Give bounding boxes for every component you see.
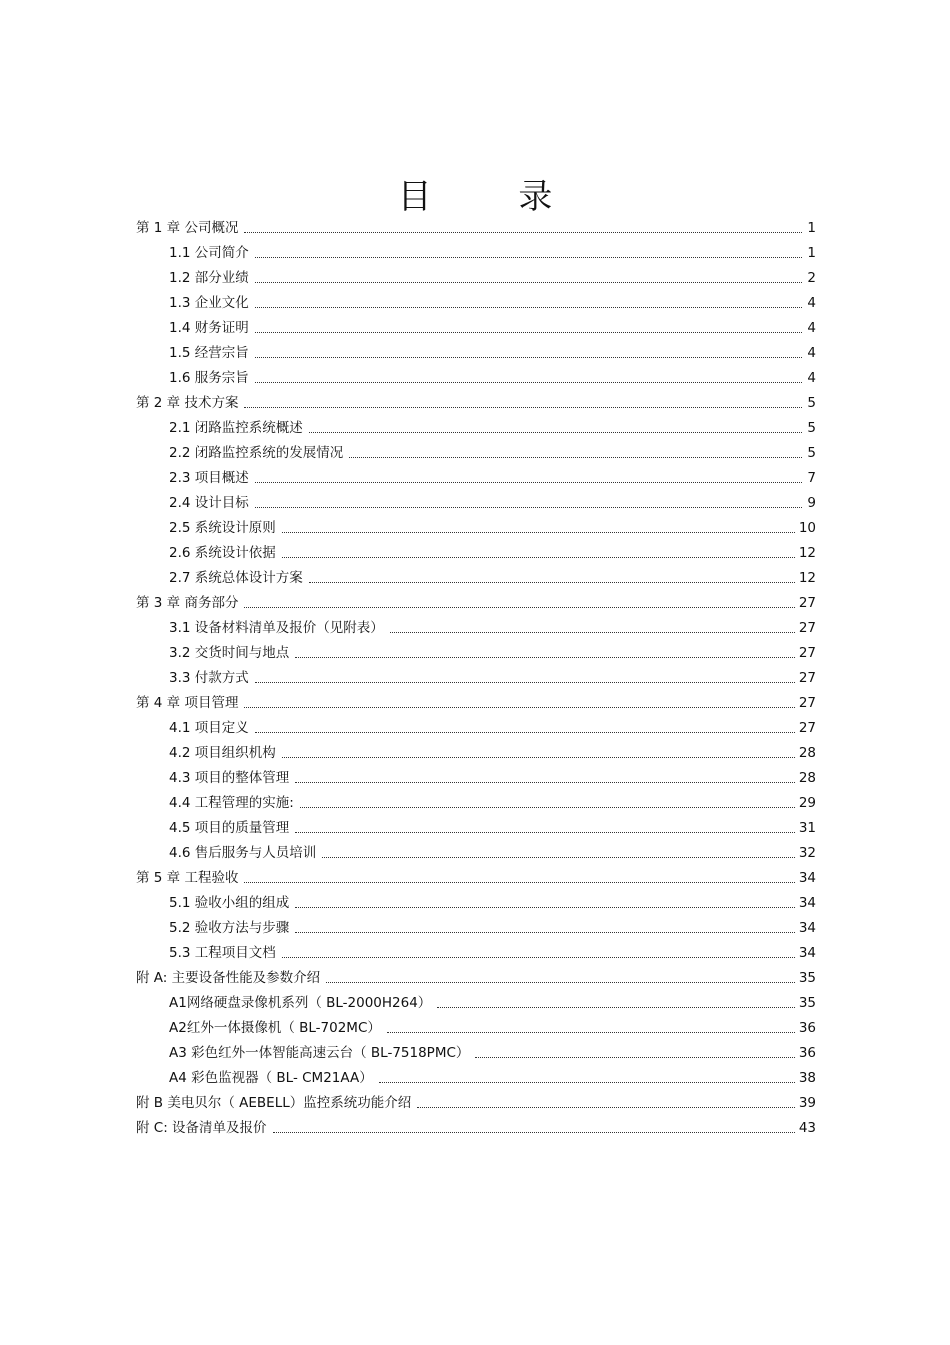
toc-entry-title: 2.1 闭路监控系统概述	[169, 420, 303, 436]
toc-entry-title: 4.5 项目的质量管理	[169, 820, 290, 836]
toc-page-number: 4	[807, 320, 816, 336]
toc-page-number: 4	[807, 295, 816, 311]
toc-page-number: 35	[798, 995, 816, 1011]
toc-page-number: 34	[798, 920, 816, 936]
toc-entry-title: 1.4 财务证明	[169, 320, 249, 336]
toc-dot-leader	[255, 282, 802, 283]
toc-page-number: 1	[807, 220, 816, 236]
toc-dot-leader	[379, 1082, 795, 1083]
toc-entry-title: 5.1 验收小组的组成	[169, 895, 290, 911]
toc-page-number: 34	[798, 895, 816, 911]
toc-section-entry[interactable]	[136, 341, 816, 366]
toc-page-number: 35	[798, 970, 816, 986]
toc-dot-leader	[295, 782, 795, 783]
toc-entry-title: 1.3 企业文化	[169, 295, 249, 311]
toc-dot-leader	[255, 357, 802, 358]
toc-section-entry[interactable]	[136, 816, 816, 841]
toc-dot-leader	[326, 982, 795, 983]
toc-dot-leader	[322, 857, 795, 858]
toc-section-entry[interactable]	[136, 666, 816, 691]
toc-page-number: 2	[807, 270, 816, 286]
toc-section-entry[interactable]	[136, 916, 816, 941]
toc-page-number: 28	[798, 770, 816, 786]
toc-page-number: 36	[798, 1020, 816, 1036]
toc-page-number: 36	[798, 1045, 816, 1061]
toc-entry-title: 附 C: 设备清单及报价	[136, 1120, 267, 1136]
toc-page-number: 29	[798, 795, 816, 811]
toc-section-entry[interactable]	[136, 891, 816, 916]
toc-page-number: 5	[807, 395, 816, 411]
toc-section-entry[interactable]	[136, 466, 816, 491]
toc-section-entry[interactable]	[136, 1016, 816, 1041]
toc-section-entry[interactable]	[136, 741, 816, 766]
toc-entry-title: 3.3 付款方式	[169, 670, 249, 686]
toc-chapter-entry[interactable]	[136, 866, 816, 891]
toc-page-number: 5	[807, 420, 816, 436]
toc-section-entry[interactable]	[136, 716, 816, 741]
toc-entry-title: 4.3 项目的整体管理	[169, 770, 290, 786]
toc-chapter-entry[interactable]	[136, 1116, 816, 1141]
toc-dot-leader	[295, 907, 795, 908]
toc-dot-leader	[255, 732, 795, 733]
toc-dot-leader	[475, 1057, 794, 1058]
toc-section-entry[interactable]	[136, 1041, 816, 1066]
toc-entry-title: 第 2 章 技术方案	[136, 395, 239, 411]
toc-entry-title: 4.1 项目定义	[169, 720, 249, 736]
toc-dot-leader	[295, 932, 795, 933]
toc-section-entry[interactable]	[136, 441, 816, 466]
toc-entry-title: A1网络硬盘录像机系列（ BL-2000H264）	[169, 995, 432, 1011]
toc-page-number: 27	[798, 695, 816, 711]
toc-section-entry[interactable]	[136, 491, 816, 516]
toc-section-entry[interactable]	[136, 1066, 816, 1091]
toc-page-number: 10	[798, 520, 816, 536]
toc-page-number: 27	[798, 620, 816, 636]
toc-dot-leader	[300, 807, 795, 808]
page-title: 目 录	[397, 177, 591, 217]
toc-dot-leader	[255, 257, 802, 258]
toc-page-number: 12	[798, 545, 816, 561]
toc-entry-title: 2.7 系统总体设计方案	[169, 570, 303, 586]
toc-entry-title: 1.1 公司简介	[169, 245, 249, 261]
toc-section-entry[interactable]	[136, 841, 816, 866]
toc-entry-title: 3.2 交货时间与地点	[169, 645, 290, 661]
toc-chapter-entry[interactable]	[136, 216, 816, 241]
toc-section-entry[interactable]	[136, 641, 816, 666]
toc-page-number: 38	[798, 1070, 816, 1086]
toc-entry-title: 2.6 系统设计依据	[169, 545, 276, 561]
toc-section-entry[interactable]	[136, 541, 816, 566]
toc-dot-leader	[255, 382, 802, 383]
toc-entry-title: 3.1 设备材料清单及报价（见附表）	[169, 620, 384, 636]
toc-dot-leader	[255, 307, 802, 308]
toc-entry-title: 1.5 经营宗旨	[169, 345, 249, 361]
toc-page-number: 27	[798, 645, 816, 661]
toc-entry-title: 附 A: 主要设备性能及参数介绍	[136, 970, 321, 986]
toc-entry-title: 2.2 闭路监控系统的发展情况	[169, 445, 344, 461]
toc-dot-leader	[244, 882, 794, 883]
toc-section-entry[interactable]	[136, 416, 816, 441]
toc-section-entry[interactable]	[136, 366, 816, 391]
toc-dot-leader	[255, 482, 802, 483]
toc-dot-leader	[273, 1132, 795, 1133]
toc-dot-leader	[437, 1007, 795, 1008]
toc-chapter-entry[interactable]	[136, 691, 816, 716]
toc-dot-leader	[244, 707, 794, 708]
toc-dot-leader	[244, 407, 802, 408]
toc-page-number: 9	[807, 495, 816, 511]
toc-page-number: 34	[798, 945, 816, 961]
toc-dot-leader	[282, 532, 795, 533]
toc-entry-title: 第 4 章 项目管理	[136, 695, 239, 711]
toc-page-number: 4	[807, 370, 816, 386]
toc-page-number: 34	[798, 870, 816, 886]
table-of-contents	[136, 216, 816, 1141]
toc-page-number: 5	[807, 445, 816, 461]
toc-entry-title: 4.4 工程管理的实施:	[169, 795, 294, 811]
toc-dot-leader	[349, 457, 802, 458]
toc-page-number: 27	[798, 720, 816, 736]
toc-section-entry[interactable]	[136, 566, 816, 591]
toc-section-entry[interactable]	[136, 616, 816, 641]
toc-dot-leader	[255, 682, 795, 683]
toc-entry-title: 2.3 项目概述	[169, 470, 249, 486]
toc-chapter-entry[interactable]	[136, 591, 816, 616]
toc-entry-title: A4 彩色监视器（ BL- CM21AA）	[169, 1070, 373, 1086]
toc-dot-leader	[255, 332, 802, 333]
toc-entry-title: A2红外一体摄像机（ BL-702MC）	[169, 1020, 381, 1036]
toc-dot-leader	[309, 582, 795, 583]
toc-section-entry[interactable]	[136, 241, 816, 266]
toc-section-entry[interactable]	[136, 791, 816, 816]
toc-entry-title: 第 3 章 商务部分	[136, 595, 239, 611]
toc-section-entry[interactable]	[136, 266, 816, 291]
toc-dot-leader	[295, 832, 795, 833]
toc-section-entry[interactable]	[136, 941, 816, 966]
toc-chapter-entry[interactable]	[136, 391, 816, 416]
toc-dot-leader	[255, 507, 802, 508]
toc-entry-title: 5.3 工程项目文档	[169, 945, 276, 961]
toc-page-number: 31	[798, 820, 816, 836]
toc-entry-title: 1.2 部分业绩	[169, 270, 249, 286]
toc-dot-leader	[390, 632, 795, 633]
toc-page-number: 27	[798, 670, 816, 686]
toc-section-entry[interactable]	[136, 766, 816, 791]
toc-dot-leader	[295, 657, 795, 658]
toc-entry-title: 2.5 系统设计原则	[169, 520, 276, 536]
toc-entry-title: 1.6 服务宗旨	[169, 370, 249, 386]
toc-chapter-entry[interactable]	[136, 966, 816, 991]
toc-page-number: 28	[798, 745, 816, 761]
toc-page-number: 32	[798, 845, 816, 861]
toc-page-number: 1	[807, 245, 816, 261]
toc-entry-title: 4.6 售后服务与人员培训	[169, 845, 317, 861]
toc-page-number: 7	[807, 470, 816, 486]
toc-page-number: 43	[798, 1120, 816, 1136]
toc-entry-title: A3 彩色红外一体智能高速云台（ BL-7518PMC）	[169, 1045, 470, 1061]
toc-chapter-entry[interactable]	[136, 1091, 816, 1116]
toc-dot-leader	[244, 232, 802, 233]
toc-entry-title: 4.2 项目组织机构	[169, 745, 276, 761]
toc-dot-leader	[387, 1032, 795, 1033]
toc-entry-title: 附 B 美电贝尔（ AEBELL）监控系统功能介绍	[136, 1095, 412, 1111]
toc-page-number: 4	[807, 345, 816, 361]
toc-page-number: 12	[798, 570, 816, 586]
toc-entry-title: 第 5 章 工程验收	[136, 870, 239, 886]
toc-dot-leader	[244, 607, 794, 608]
toc-page-number: 39	[798, 1095, 816, 1111]
toc-dot-leader	[282, 557, 795, 558]
toc-entry-title: 5.2 验收方法与步骤	[169, 920, 290, 936]
toc-dot-leader	[282, 957, 795, 958]
toc-dot-leader	[282, 757, 795, 758]
toc-dot-leader	[309, 432, 802, 433]
toc-section-entry[interactable]	[136, 516, 816, 541]
toc-section-entry[interactable]	[136, 991, 816, 1016]
toc-page-number: 27	[798, 595, 816, 611]
toc-dot-leader	[417, 1107, 795, 1108]
toc-entry-title: 第 1 章 公司概况	[136, 220, 239, 236]
toc-entry-title: 2.4 设计目标	[169, 495, 249, 511]
toc-section-entry[interactable]	[136, 316, 816, 341]
toc-section-entry[interactable]	[136, 291, 816, 316]
